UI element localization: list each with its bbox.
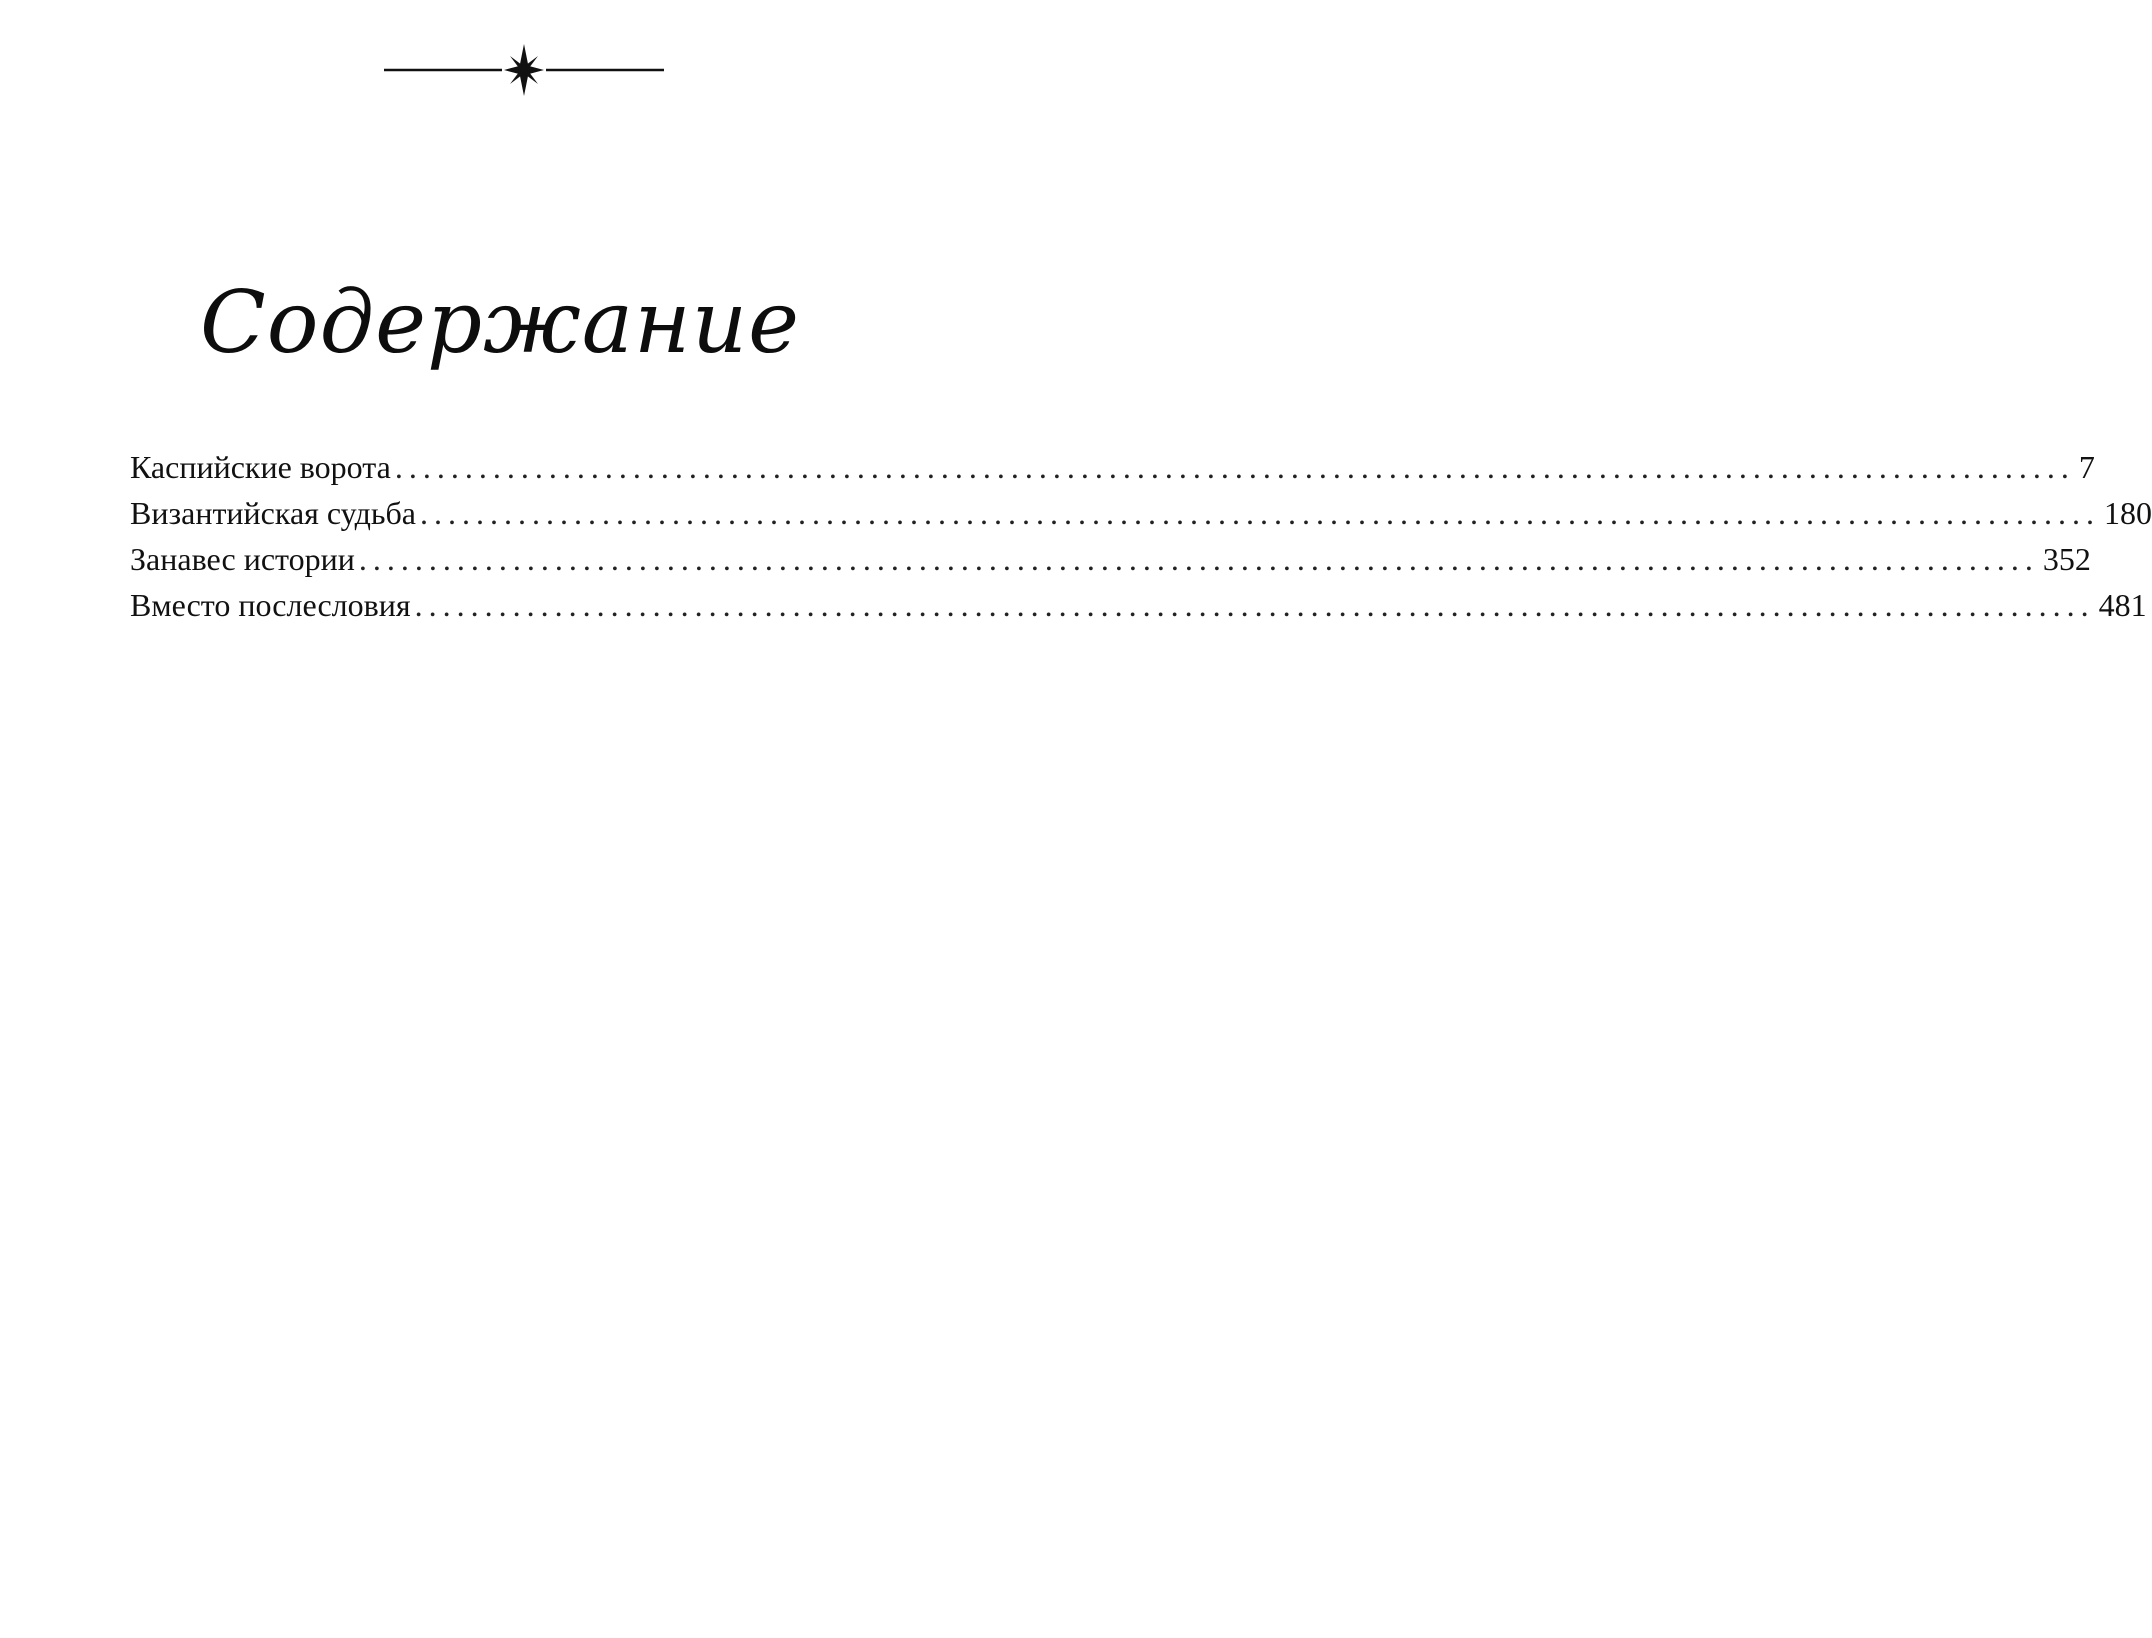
toc-entry-page: 352 — [2042, 541, 2091, 577]
table-of-contents — [130, 444, 2152, 628]
toc-entry-page: 180 — [2103, 495, 2152, 531]
toc-entry[interactable] — [130, 536, 2091, 582]
toc-entry-title: Каспийские ворота — [130, 449, 391, 485]
toc-dot-leader: ........................................................................................................................ — [358, 541, 2039, 577]
toc-entry-page: 481 — [2098, 587, 2147, 623]
toc-dot-leader: ........................................................................................................................ — [394, 449, 2075, 485]
toc-entry-page: 7 — [2078, 449, 2095, 485]
toc-entry[interactable] — [130, 490, 2152, 536]
toc-dot-leader: ........................................................................................................................ — [414, 587, 2095, 623]
toc-entry-title: Вместо послесловия — [130, 587, 411, 623]
toc-entry-title: Занавес истории — [130, 541, 355, 577]
toc-dot-leader: ........................................................................................................................ — [419, 495, 2100, 531]
page-title: Содержание — [200, 273, 800, 373]
toc-entry[interactable] — [130, 444, 2095, 490]
toc-entry-title: Византийская судьба — [130, 495, 416, 531]
toc-entry[interactable] — [130, 582, 2147, 628]
star-divider-ornament — [384, 44, 664, 98]
